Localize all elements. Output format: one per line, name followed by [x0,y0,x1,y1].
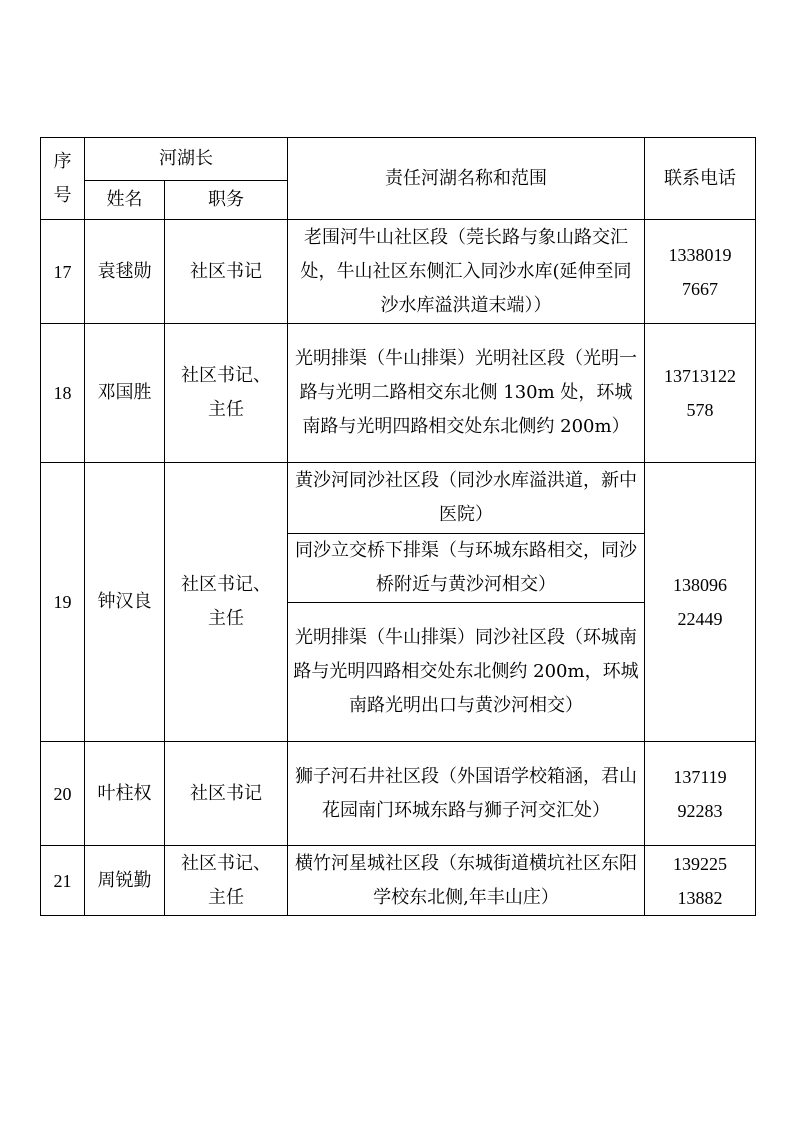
position-line: 社区书记 [190,782,262,804]
scope-cell: 光明排渠（牛山排渠）光明社区段（光明一路与光明二路相交东北侧 130m 处，环城南路与光明四路相交处东北侧约 200m） [288,324,645,463]
scope-cell: 光明排渠（牛山排渠）同沙社区段（环城南路与光明四路相交处东北侧约 200m，环城南路光明出口与黄沙河相交） [288,603,645,742]
header-seq: 序 号 [41,138,85,220]
scope-cell: 横竹河星城社区段（东城街道横坑社区东阳学校东北侧,年丰山庄） [288,846,645,916]
phone-line: 22449 [677,609,723,629]
name-cell: 周锐勤 [85,846,165,916]
position-line: 主任 [208,399,244,420]
phone-line: 1338019 [668,244,732,265]
position-cell [165,324,288,463]
phone-line: 13882 [677,887,723,908]
scope-cell: 老围河牛山社区段（莞长路与象山路交汇处，牛山社区东侧汇入同沙水库(延伸至同沙水库溢洪道末端）） [288,220,645,324]
name-cell: 袁毬勋 [85,220,165,324]
position-line: 社区书记、 [181,852,271,874]
position-line: 社区书记 [190,260,262,282]
seq-cell: 17 [41,220,85,324]
position-cell [165,742,288,846]
phone-cell [645,324,756,463]
table-row [41,742,756,846]
seq-cell: 20 [41,742,85,846]
river-chief-table [40,137,756,916]
position-line: 主任 [208,886,244,908]
phone-line: 7667 [682,278,718,299]
seq-cell: 21 [41,846,85,916]
phone-line: 138096 [673,575,727,595]
position-line: 社区书记、 [181,574,271,595]
position-line: 社区书记、 [181,365,271,386]
table-row [41,463,756,534]
phone-line: 578 [686,400,714,420]
position-cell [165,220,288,324]
phone-cell [645,742,756,846]
seq-cell: 19 [41,463,85,742]
table-row [41,846,756,916]
header-name: 姓名 [85,181,165,220]
name-cell: 钟汉良 [85,463,165,742]
table-row [41,220,756,324]
header-scope: 责任河湖名称和范围 [288,138,645,220]
table-body [41,220,756,916]
phone-line: 137119 [673,766,727,787]
name-cell: 叶柱权 [85,742,165,846]
position-cell [165,463,288,742]
phone-cell [645,846,756,916]
phone-line: 13713122 [664,366,736,386]
header-phone: 联系电话 [645,138,756,220]
position-cell [165,846,288,916]
header-position: 职务 [165,181,288,220]
scope-cell: 黄沙河同沙社区段（同沙水库溢洪道，新中医院） [288,463,645,534]
phone-cell [645,463,756,742]
header-leader-group: 河湖长 [85,138,288,181]
phone-line: 92283 [677,800,723,821]
table-row [41,324,756,463]
position-line: 主任 [208,608,244,629]
phone-cell [645,220,756,324]
seq-cell: 18 [41,324,85,463]
name-cell: 邓国胜 [85,324,165,463]
scope-cell: 同沙立交桥下排渠（与环城东路相交，同沙桥附近与黄沙河相交） [288,534,645,603]
phone-line: 139225 [673,853,727,874]
scope-cell: 狮子河石井社区段（外国语学校箱涵，君山花园南门环城东路与狮子河交汇处） [288,742,645,846]
